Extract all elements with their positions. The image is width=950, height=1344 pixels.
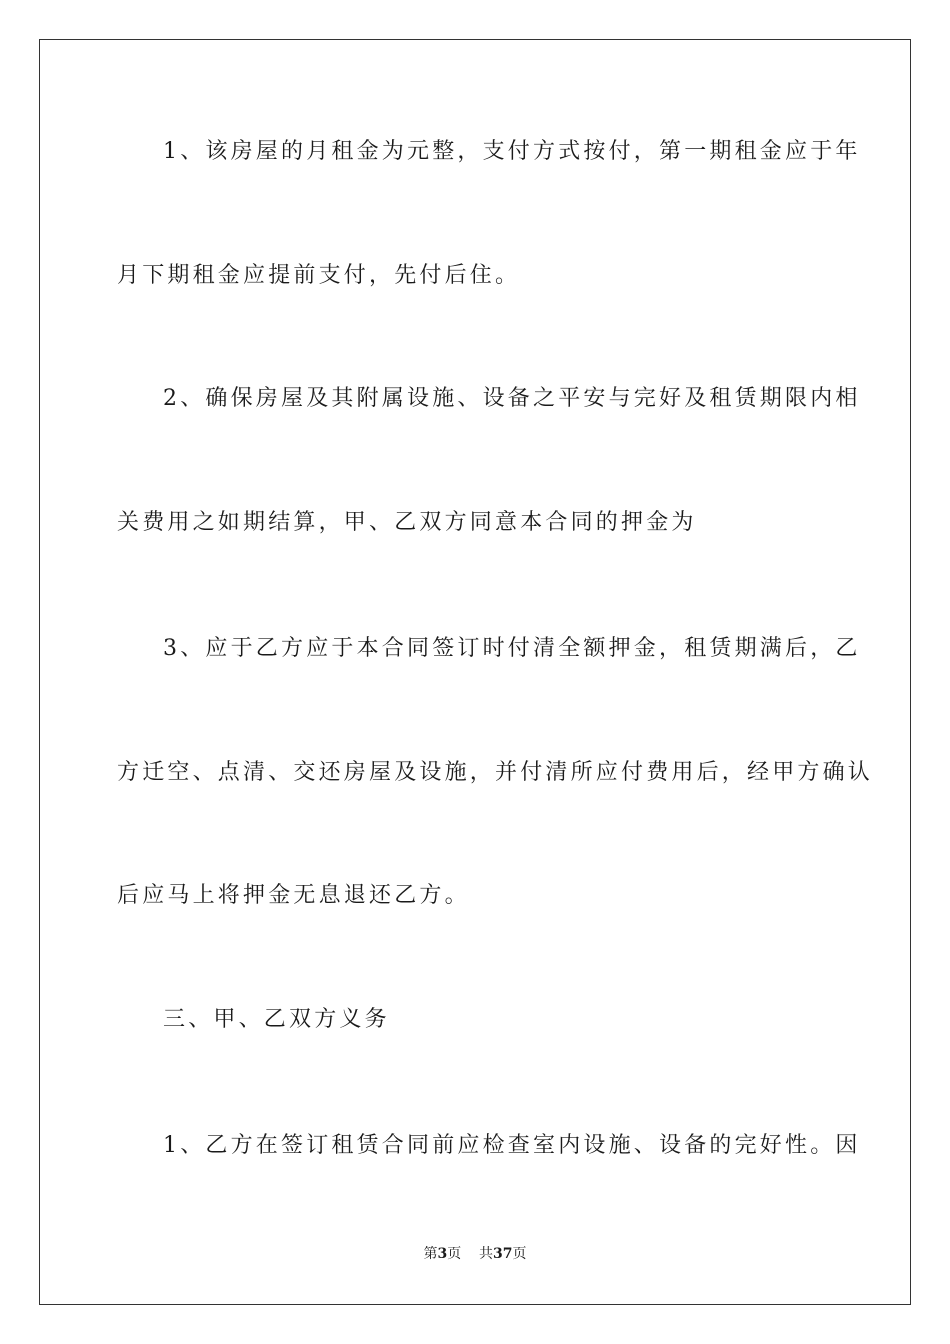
total-prefix: 共 bbox=[479, 1246, 494, 1262]
paragraph-line: 后应马上将押金无息退还乙方。 bbox=[117, 883, 470, 908]
paragraph-line: 3、应于乙方应于本合同签订时付清全额押金，租赁期满后，乙 bbox=[163, 636, 861, 661]
page-footer bbox=[0, 1245, 950, 1263]
paragraph-line: 2、确保房屋及其附属设施、设备之平安与完好及租赁期限内相 bbox=[163, 386, 861, 411]
page-suffix: 页 bbox=[447, 1246, 462, 1262]
paragraph-line: 方迁空、点清、交还房屋及设施，并付清所应付费用后，经甲方确认 bbox=[117, 760, 874, 785]
section-heading: 三、甲、乙双方义务 bbox=[163, 1007, 390, 1032]
paragraph-line: 1、乙方在签订租赁合同前应检查室内设施、设备的完好性。因 bbox=[163, 1133, 861, 1158]
paragraph-line: 关费用之如期结算，甲、乙双方同意本合同的押金为 bbox=[117, 510, 697, 535]
paragraph-line: 月下期租金应提前支付，先付后住。 bbox=[117, 263, 521, 288]
page-border bbox=[39, 39, 911, 1305]
page-prefix: 第 bbox=[423, 1246, 438, 1262]
page-number: 3 bbox=[437, 1246, 448, 1262]
total-suffix: 页 bbox=[512, 1246, 527, 1262]
paragraph-line: 1、该房屋的月租金为元整，支付方式按付，第一期租金应于年 bbox=[163, 139, 861, 164]
total-pages: 37 bbox=[493, 1246, 513, 1262]
